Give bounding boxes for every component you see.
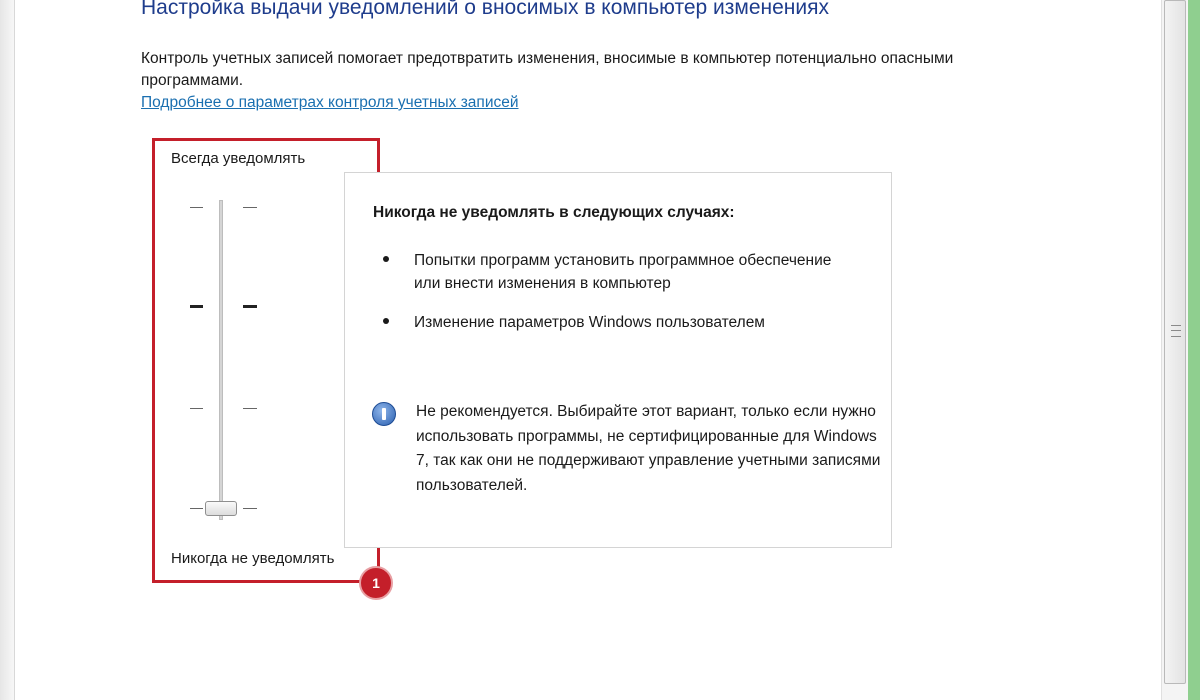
vertical-scrollbar[interactable] (1161, 0, 1188, 700)
slider-tick-left (190, 408, 203, 409)
uac-help-link[interactable]: Подробнее о параметрах контроля учетных записей (141, 94, 519, 111)
step-number-badge: 1 (359, 566, 393, 600)
slider-tick-left (190, 508, 203, 509)
slider-tick-left (190, 305, 203, 308)
window-frame-right (1188, 0, 1200, 700)
page-description: Контроль учетных записей помогает предотвратить изменения, вносимые в компьютер потенциально опасными программами. (141, 50, 954, 89)
slider-tick-right (243, 305, 257, 308)
page-title: Настройка выдачи уведомлений о вносимых в компьютер изменениях (141, 0, 829, 19)
bullet-item: Изменение параметров Windows пользователем (414, 314, 765, 331)
slider-label-never-notify: Никогда не уведомлять (171, 550, 335, 567)
slider-thumb[interactable] (205, 501, 237, 516)
recommendation-note: Не рекомендуется. Выбирайте этот вариант, только если нужно использовать программы, не сертифицированные для Windows 7, так как они не поддерживают управление учетными записями пользователей. (416, 403, 881, 494)
slider-tick-right (243, 408, 257, 409)
slider-tick-right (243, 207, 257, 208)
bullet-icon (383, 318, 389, 324)
slider-tick-right (243, 508, 257, 509)
window-frame-left (0, 0, 15, 700)
scrollbar-grip-icon (1171, 325, 1181, 337)
info-shield-icon (372, 402, 396, 426)
slider-tick-left (190, 207, 203, 208)
panel-heading: Никогда не уведомлять в следующих случаях: (373, 204, 735, 221)
scrollbar-thumb[interactable] (1164, 0, 1186, 684)
bullet-item: Попытки программ установить программное обеспечение или внести изменения в компьютер (414, 252, 832, 292)
slider-label-always-notify: Всегда уведомлять (171, 150, 306, 167)
slider-track[interactable] (219, 200, 223, 520)
bullet-icon (383, 256, 389, 262)
